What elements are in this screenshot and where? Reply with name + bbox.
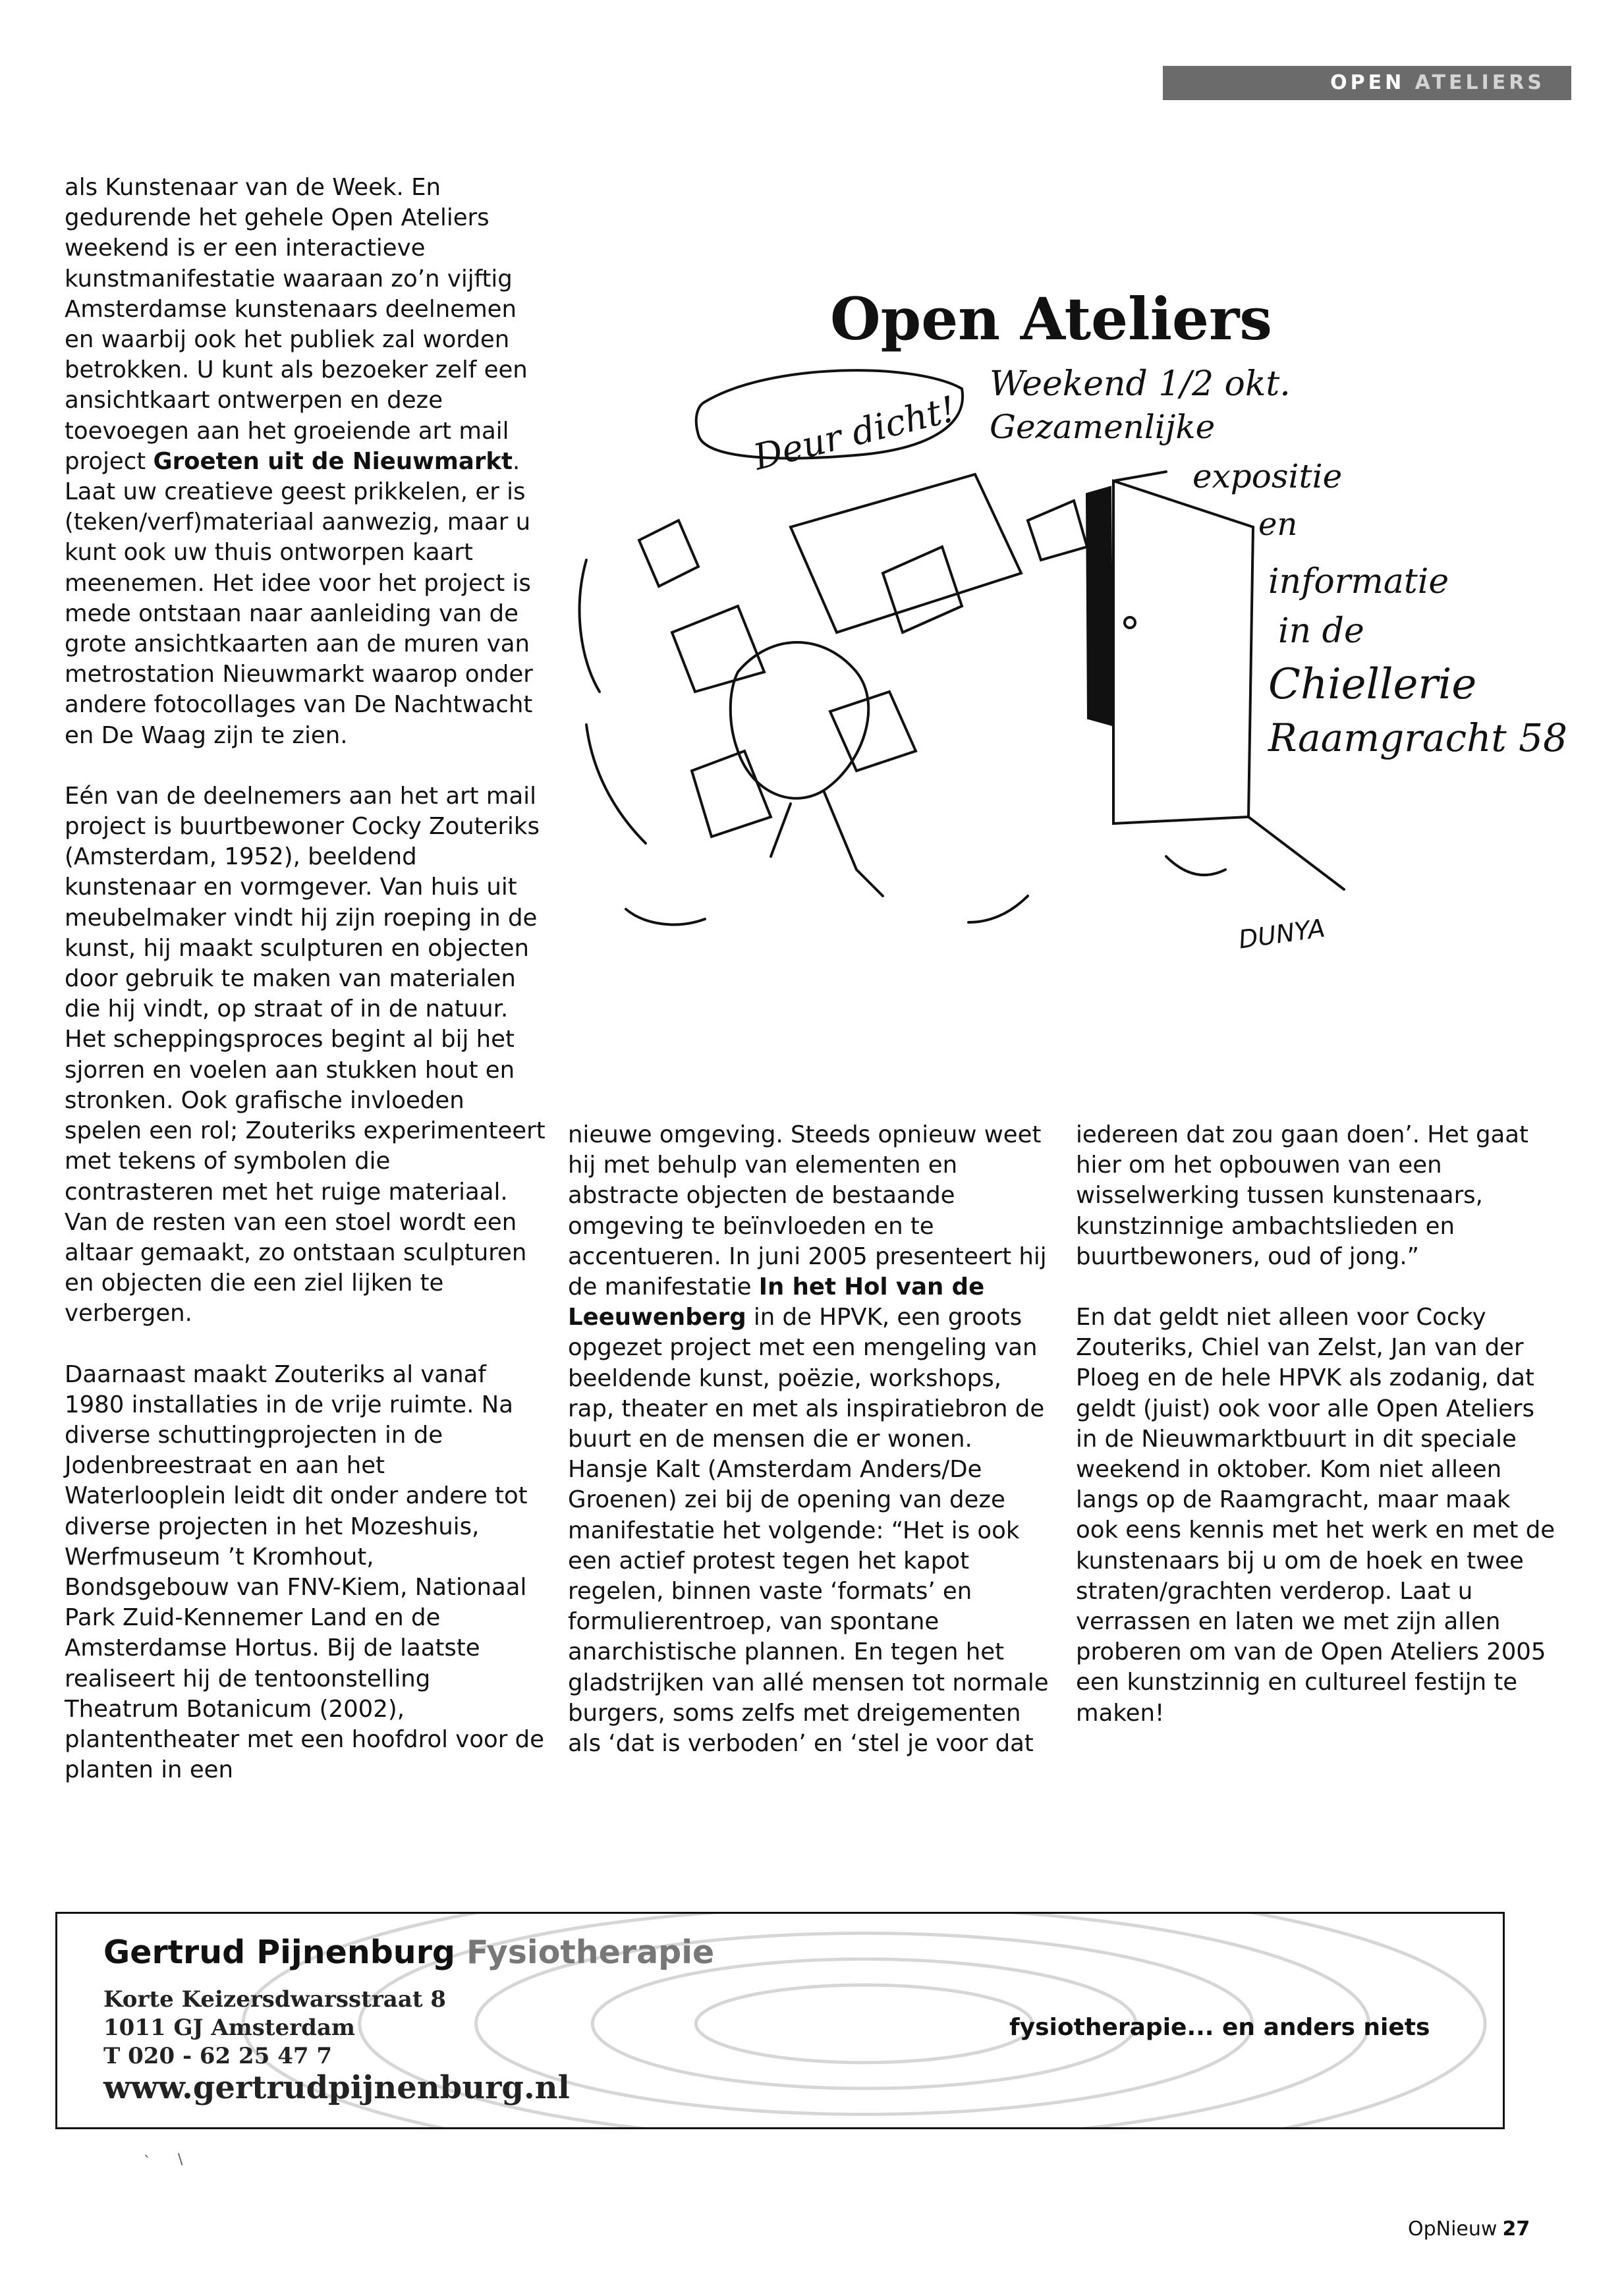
note-expositie: expositie [1192, 457, 1343, 495]
business-name-light: Fysiotherapie [466, 1934, 715, 1971]
note-gezamenlijke: Gezamenlijke [990, 408, 1216, 446]
article-column-1 [65, 173, 546, 1816]
door-knob [1125, 617, 1135, 628]
flying-card [883, 547, 962, 632]
paragraph [65, 173, 546, 751]
article-column-3 [1076, 1120, 1557, 1759]
paragraph: iedereen dat zou gaan doen’. Het gaat hier om het opbouwen van een wisselwerking tussen kunstenaars, kunstzinnige ambachtslieden en buurtbewoners, oud of jong.” [1076, 1121, 1528, 1270]
scan-speck: \ [178, 2152, 183, 2168]
flying-card [791, 474, 1021, 632]
motion-stroke [1166, 856, 1225, 875]
ad-tagline: fysiotherapie... en anders niets [1009, 2014, 1430, 2041]
paragraph: En dat geldt niet alleen voor Cocky Zouteriks, Chiel van Zelst, Jan van der Ploeg en de hele HPVK als zodanig, dat geldt (juist) ook voor alle Open Ateliers in de Nieuwmarktbuurt in dit speciale weekend in oktober. Kom niet alleen langs op de Raamgracht, maar maak ook eens kennis met het werk en met de kunstenaars bij u om de hoek en twee straten/grachten verderop. Laat u verrassen en laten we met zijn allen proberen om van de Open Ateliers 2005 een kunstzinnig en cultureel festijn te maken! [1076, 1304, 1555, 1727]
open-ateliers-illustration [573, 264, 1621, 975]
note-chiellerie: Chiellerie [1268, 660, 1477, 709]
flying-card [1028, 501, 1087, 560]
scan-speck: ` [144, 2154, 151, 2171]
motion-stroke [626, 909, 705, 924]
flying-card [692, 751, 771, 837]
note-en: en [1258, 506, 1298, 543]
manifestation-name-bold: In het Hol van de Leeuwenberg [568, 1273, 985, 1331]
text-run: in de HPVK, een groots opgezet project met een mengeling van beeldende kunst, poëzie, workshops, rap, theater en met als inspiratiebron de buurt en de mensen die er wonen. Hansje Kalt (Amsterdam Anders/De Groenen) zei bij de opening van deze manifestatie het volgende: “Het is ook een actief protest tegen het kapot regelen, binnen vaste ‘formats’ en formulierentroep, van spontane anarchistische plannen. En tegen het gladstrijken van allé mensen tot normale burgers, soms zelfs met dreigementen als ‘dat is verboden’ en ‘stel je voor dat [568, 1304, 1049, 1758]
flying-card [639, 520, 698, 586]
figure-scribble [731, 642, 868, 798]
project-name-bold: Groeten uit de Nieuwmarkt [153, 447, 513, 475]
address-city: 1011 GJ Amsterdam [103, 2015, 355, 2041]
page-number: 27 [1502, 2218, 1530, 2241]
section-label-ateliers: ATELIERS [1414, 71, 1545, 94]
door-frame [1113, 481, 1253, 823]
phone-number: T 020 - 62 25 47 7 [103, 2043, 333, 2069]
magazine-name: OpNieuw [1408, 2218, 1498, 2241]
motion-stroke [586, 725, 646, 843]
paragraph: Eén van de deelnemers aan het art mail project is buurtbewoner Cocky Zouteriks (Amsterdam, 1952), beeldend kunstenaar en vormgever. Van huis uit meubelmaker vindt hij zijn roeping in de kunst, hij maakt sculpturen en objecten door gebruik te maken van materialen die hij vindt, op straat of in de natuur. Het scheppingsproces begint al bij het sjorren en voelen aan stukken hout en stronken. Ook grafische invloeden spelen een rol; Zouteriks experimenteert met tekens of symbolen die contrasteren met het ruige materiaal. Van de resten van een stoel wordt een altaar gemaakt, zo ontstaan sculpturen en objecten die een ziel lijken te verbergen. [65, 782, 546, 1327]
door-shadow [1087, 488, 1112, 725]
figure-legs [771, 791, 883, 896]
section-label-open: OPEN [1330, 71, 1405, 94]
text-run: nieuwe omgeving. Steeds opnieuw weet hij met behulp van elementen en abstracte objecten de bestaande omgeving te beïnvloeden en te accentueren. In juni 2005 presenteert hij de manifestatie [568, 1121, 1047, 1301]
note-raamgracht: Raamgracht 58 [1268, 715, 1567, 760]
business-name [103, 1934, 714, 1971]
section-header-bar [1163, 66, 1571, 100]
flying-card [672, 606, 764, 692]
drawing-title: Open Ateliers [830, 285, 1272, 353]
page-footer [1408, 2218, 1530, 2241]
website-link[interactable]: www.gertrudpijnenburg.nl [103, 2069, 570, 2106]
door-top-edge [1113, 472, 1166, 481]
door-floor-line [1248, 817, 1344, 889]
note-informatie: informatie [1268, 562, 1449, 601]
swirl-ring [696, 1985, 1032, 2063]
text-run: als Kunstenaar van de Week. En gedurende het gehele Open Ateliers weekend is er een interactieve kunstmanifestatie waaraan zo’n vijftig Amsterdamse kunstenaars deelnemen en waarbij ook het publiek zal worden betrokken. U kunt als bezoeker zelf een ansichtkaart ontwerpen en deze toevoegen aan het groeiende art mail project [65, 174, 528, 475]
flying-card [830, 692, 916, 771]
text-run: . Laat uw creatieve geest prikkelen, er is (teken/verf)materiaal aanwezig, maar u kunt ook uw thuis ontworpen kaart meenemen. Het idee voor het project is mede ontstaan naar aanleiding van de grote ansichtkaarten aan de muren van metrostation Nieuwmarkt waarop onder andere fotocollages van De Nachtwacht en De Waag zijn te zien. [65, 447, 533, 749]
note-weekend: Weekend 1/2 okt. [990, 364, 1291, 404]
paragraph [568, 1120, 1049, 1759]
address-street: Korte Keizersdwarsstraat 8 [103, 1986, 447, 2013]
note-in-de: in de [1278, 611, 1364, 651]
paragraph: Daarnaast maakt Zouteriks al vanaf 1980 installaties in de vrije ruimte. Na diverse schuttingprojecten in de Jodenbreestraat en aan het Waterlooplein leidt dit onder andere tot diverse projecten in het Mozeshuis, Werfmuseum ’t Kromhout, Bondsgebouw van FNV-Kiem, Nationaal Park Zuid-Kennemer Land en de Amsterdamse Hortus. Bij de laatste realiseert hij de tentoonstelling Theatrum Botanicum (2002), plantentheater met een hoofdrol voor de planten in een [65, 1360, 545, 1784]
motion-stroke [580, 560, 600, 692]
business-name-bold: Gertrud Pijnenburg [103, 1934, 455, 1971]
artist-signature: DUNYA [1237, 913, 1327, 955]
article-column-2 [568, 1120, 1049, 1789]
advertisement-box [55, 1912, 1505, 2129]
motion-stroke [968, 896, 1028, 922]
bubble-text: Deur dicht! [749, 387, 960, 478]
